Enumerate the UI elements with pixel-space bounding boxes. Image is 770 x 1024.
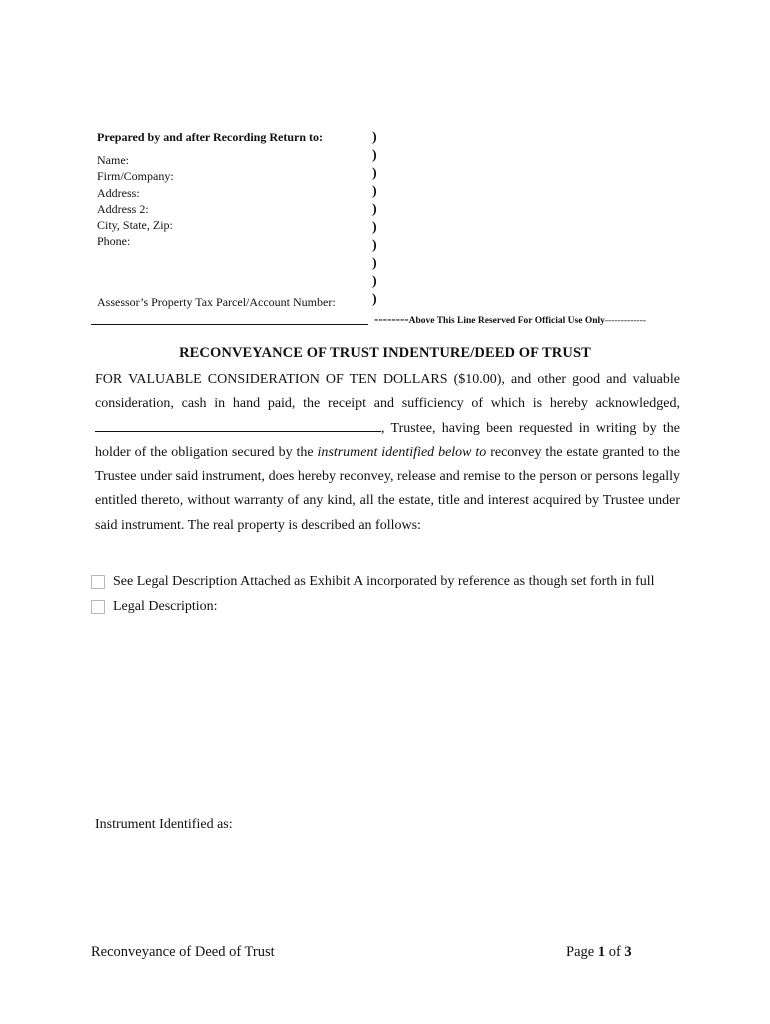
paren-glyph: ): [372, 256, 377, 271]
reserved-dashes-tail: -------------: [604, 316, 647, 326]
body-italic: instrument identified below to: [317, 444, 487, 460]
paren-glyph: ): [372, 220, 377, 235]
paren-glyph: ): [372, 202, 377, 217]
firm-field-label: Firm/Company:: [97, 169, 174, 184]
paren-glyph: ): [372, 184, 377, 199]
paren-glyph: ): [372, 292, 377, 307]
page-prefix: Page: [566, 944, 598, 960]
consideration-paragraph: [95, 368, 680, 538]
page-total: 3: [624, 944, 632, 960]
exhibit-a-checkbox[interactable]: [91, 575, 105, 589]
paren-glyph: ): [372, 274, 377, 289]
return-address-fields: [97, 152, 174, 250]
document-title: RECONVEYANCE OF TRUST INDENTURE/DEED OF TRUST: [179, 345, 591, 361]
body-part-1: FOR VALUABLE CONSIDERATION OF TEN DOLLARS ($10.00), and other good and valuable consideration, cash in hand paid, the receipt and sufficiency of which is hereby acknowledged,: [95, 372, 680, 412]
paren-column: [372, 129, 377, 309]
legal-description-checkbox[interactable]: [91, 600, 105, 614]
paren-glyph: ): [372, 130, 377, 145]
paren-glyph: ): [372, 166, 377, 181]
reserved-dashes-lead: --------: [374, 311, 409, 326]
page-mid: of: [605, 944, 625, 960]
phone-field-label: Phone:: [97, 234, 131, 249]
prepared-by-heading: Prepared by and after Recording Return to:: [97, 130, 323, 144]
page-current: 1: [597, 944, 606, 960]
footer-document-name: Reconveyance of Deed of Trust: [91, 944, 275, 960]
body-part-3: reconvey the estate granted to the Trustee under said instrument, does hereby reconvey, release and remise to the person or persons legally entitled thereto, without warranty of any kind, all the estate, title and interest acquired by Trustee under said instrument. The real property is described an follows:: [95, 444, 680, 533]
exhibit-a-label: See Legal Description Attached as Exhibit A incorporated by reference as though set forth in full: [113, 574, 655, 589]
paren-glyph: ): [372, 238, 377, 253]
reserved-text: Above This Line Reserved For Official Use Only: [408, 316, 605, 326]
legal-description-label: Legal Description:: [113, 599, 218, 614]
trustee-name-blank[interactable]: [95, 417, 381, 432]
name-field-label: Name:: [97, 153, 129, 167]
official-use-line: [374, 311, 646, 327]
paren-glyph: ): [372, 148, 377, 163]
legal-description-option[interactable]: [91, 599, 218, 615]
body-part-2: , Trustee, having been requested in writing by the holder of the obligation secured by the: [95, 420, 680, 460]
parcel-number-label: Assessor’s Property Tax Parcel/Account Number:: [97, 295, 336, 309]
instrument-identified-label: Instrument Identified as:: [95, 817, 233, 832]
footer-page-number: [566, 944, 632, 961]
address-field-label: Address:: [97, 185, 140, 200]
city-state-zip-field-label: City, State, Zip:: [97, 218, 173, 233]
signature-rule: [91, 324, 368, 325]
address2-field-label: Address 2:: [97, 201, 149, 216]
exhibit-a-option[interactable]: [91, 574, 655, 590]
